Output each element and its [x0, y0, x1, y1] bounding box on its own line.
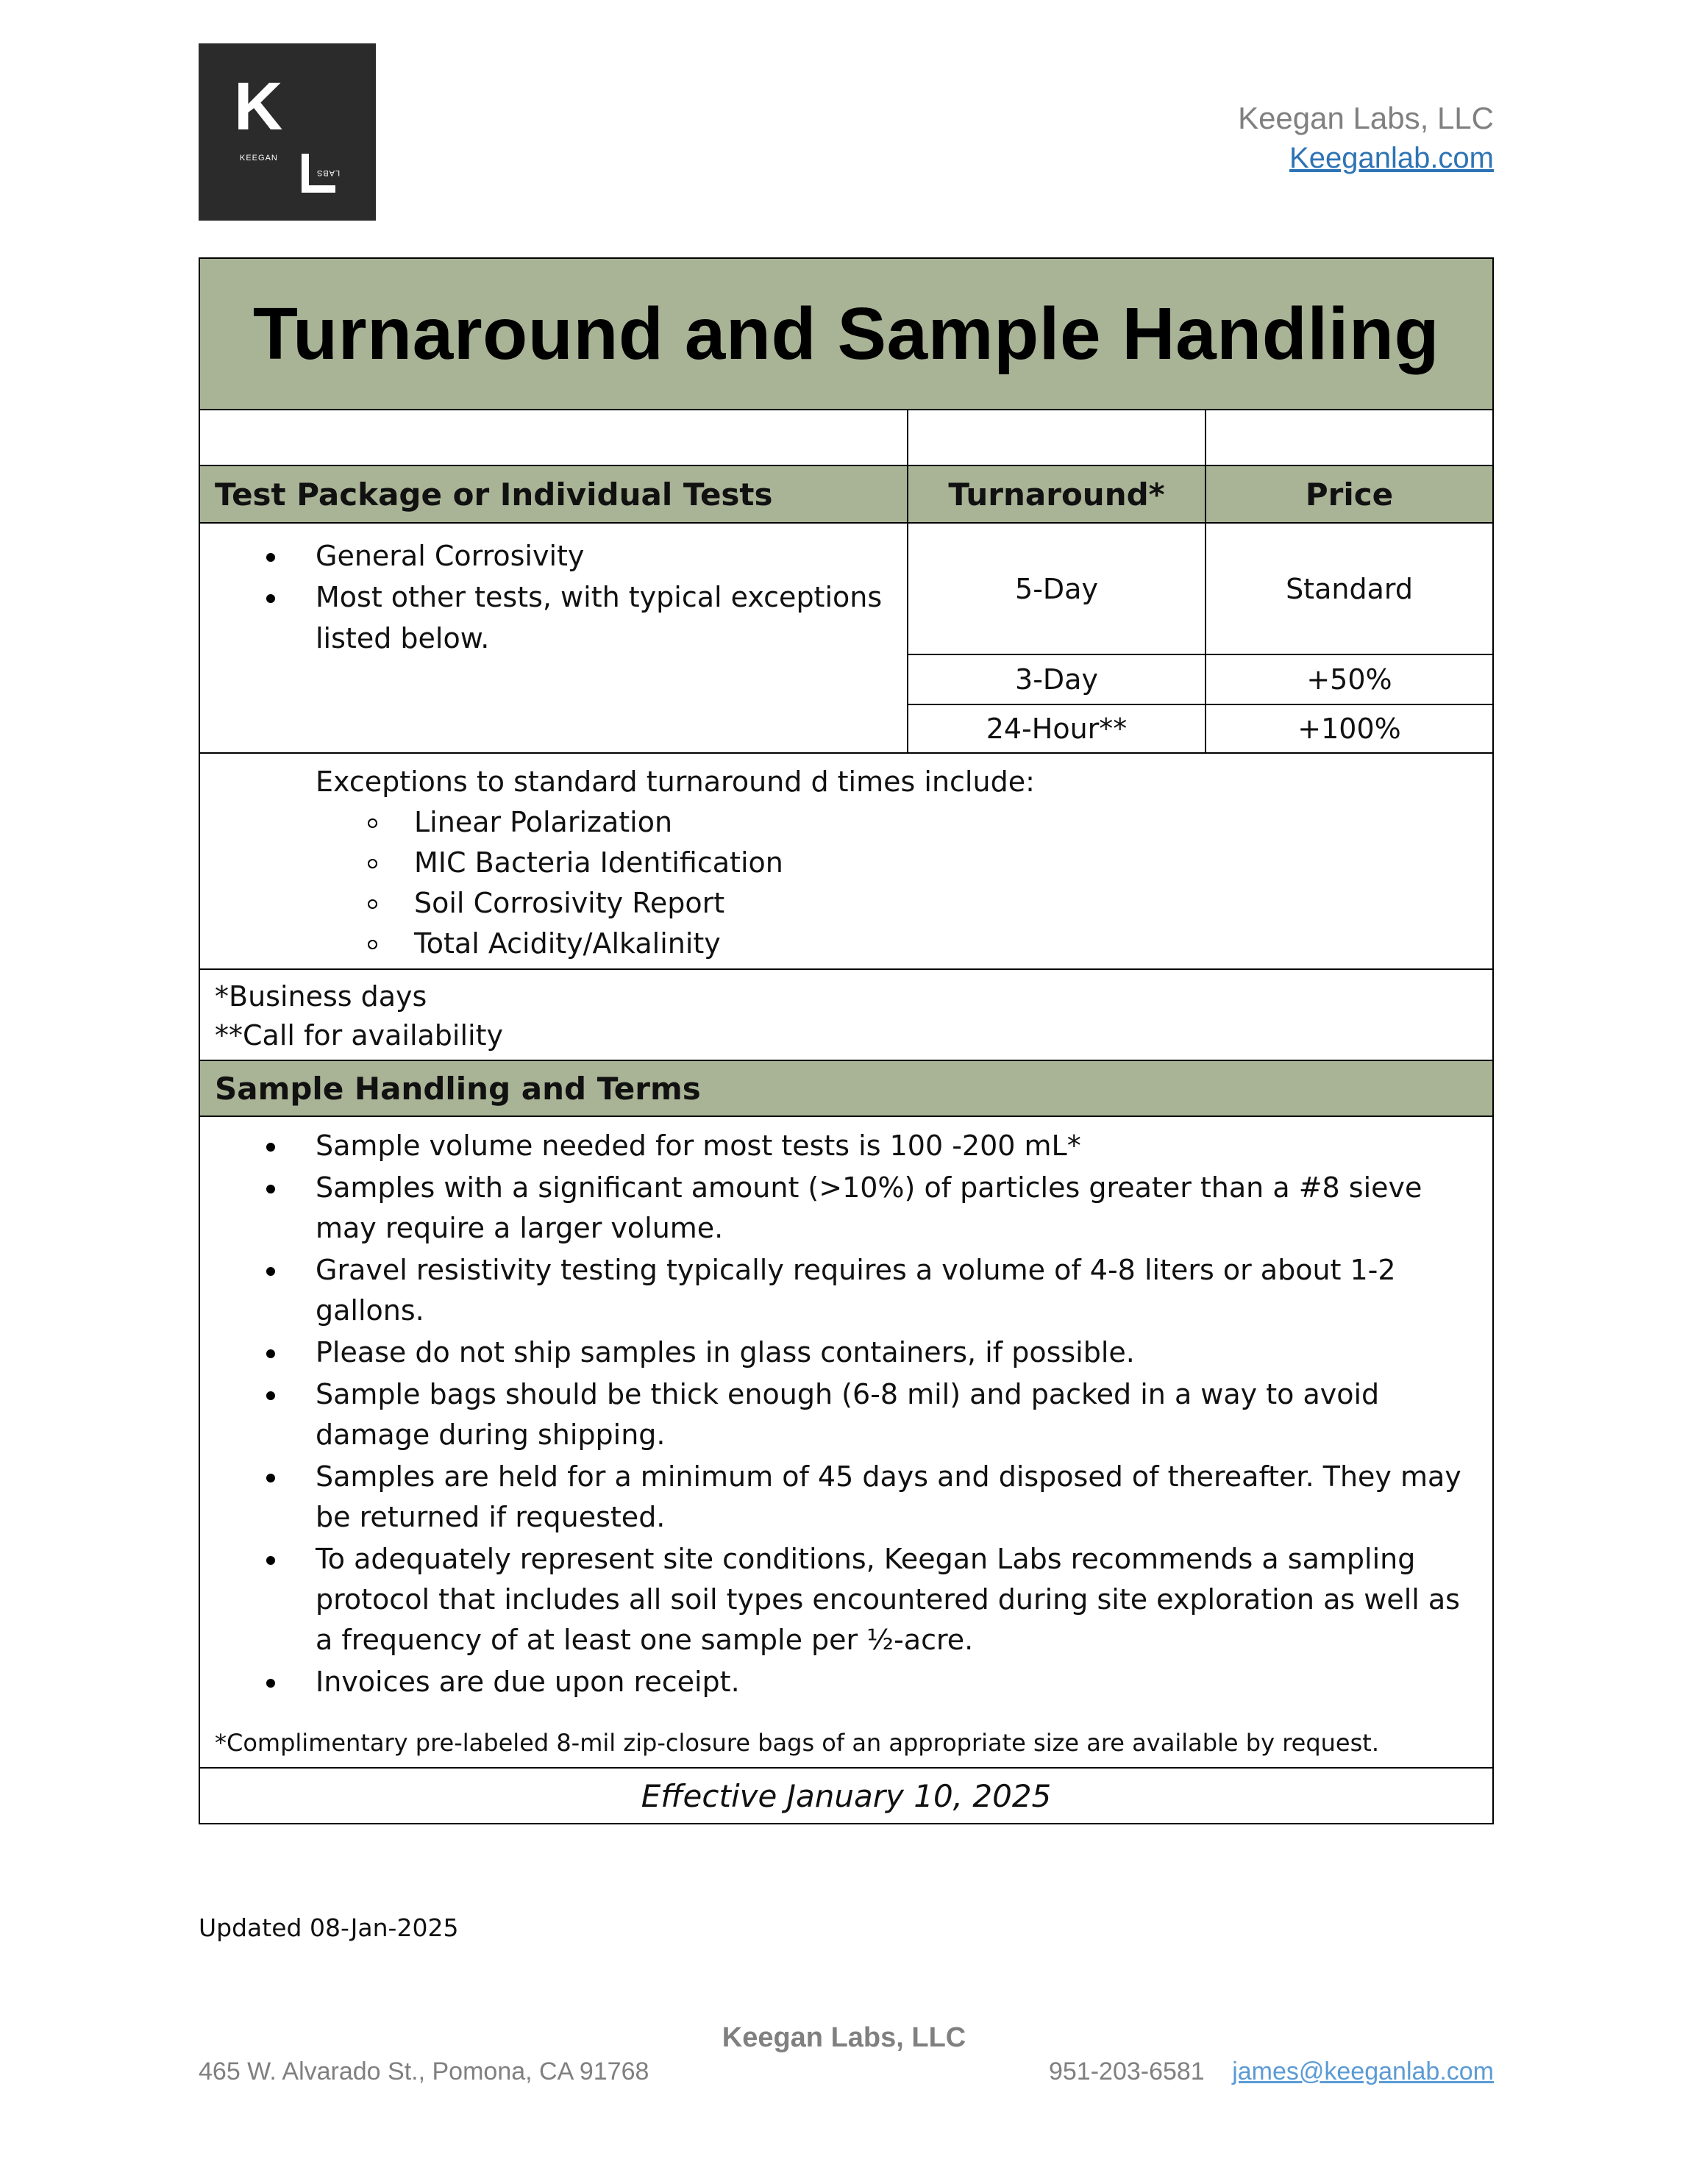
website-link[interactable]: Keeganlab.com [1289, 141, 1494, 174]
logo-letter: K [234, 69, 283, 144]
list-item: Total Acidity/Alkalinity [200, 924, 1492, 964]
list-item: General Corrosivity [200, 535, 907, 577]
page-title: Turnaround and Sample Handling [252, 292, 1440, 375]
note-availability: **Call for availability [215, 1019, 503, 1052]
title-row [200, 259, 1492, 409]
bullet-icon [266, 1143, 275, 1152]
handling-block [200, 1116, 1492, 1767]
bullet-icon [266, 1185, 275, 1193]
effective-date: Effective January 10, 2025 [200, 1767, 1492, 1823]
bullet-icon [266, 1267, 275, 1276]
turnaround-cell: 3-Day [907, 654, 1205, 704]
list-item: Please do not ship samples in glass containers, if possible. [200, 1332, 1478, 1373]
bullet-icon [266, 1474, 275, 1482]
list-item: To adequately represent site conditions, Keegan Labs recommends a sampling protocol that includes all soil types encountered during site exploration as well as a frequency of at least one sample per ½-acre. [200, 1539, 1478, 1660]
note-business-days: *Business days [215, 980, 427, 1013]
circle-bullet-icon [368, 940, 377, 949]
header-price: Price [1205, 466, 1492, 522]
bullet-icon [266, 1349, 275, 1358]
list-item: MIC Bacteria Identification [200, 843, 1492, 883]
bullet-icon [266, 1679, 275, 1688]
turnaround-cell: 5-Day [907, 524, 1205, 654]
bullet-icon [266, 1556, 275, 1565]
handling-header: Sample Handling and Terms [200, 1060, 1492, 1116]
turnaround-table [199, 257, 1494, 1824]
list-item: Gravel resistivity testing typically requires a volume of 4-8 liters or about 1-2 gallons. [200, 1250, 1478, 1331]
circle-bullet-icon [368, 899, 377, 909]
list-item: Sample volume needed for most tests is 100 -200 mL* [200, 1126, 1478, 1166]
footer-contact [1049, 2058, 1494, 2086]
rates-block [200, 522, 1492, 752]
handling-footnote: *Complimentary pre-labeled 8-mil zip-closure bags of an appropriate size are available by request. [215, 1729, 1379, 1757]
price-cell: +50% [1205, 654, 1492, 704]
bullet-icon [266, 594, 275, 603]
footer-company-name: Keegan Labs, LLC [722, 2022, 966, 2053]
empty-cell [200, 410, 907, 465]
price-cell: +100% [1205, 704, 1492, 752]
logo-foot [302, 185, 335, 193]
company-header [1238, 99, 1494, 176]
list-item: Samples are held for a minimum of 45 days and disposed of thereafter. They may be returned if requested. [200, 1457, 1478, 1538]
price-cell: Standard [1205, 524, 1492, 654]
circle-bullet-icon [368, 818, 377, 828]
list-item: Sample bags should be thick enough (6-8 mil) and packed in a way to avoid damage during shipping. [200, 1374, 1478, 1455]
package-cell [200, 524, 907, 752]
list-item: Linear Polarization [200, 802, 1492, 843]
list-item: Most other tests, with typical exceptions listed below. [200, 577, 907, 659]
list-item: Invoices are due upon receipt. [200, 1662, 1478, 1702]
footer-phone: 951-203-6581 [1048, 2058, 1205, 2085]
turnaround-cell: 24-Hour** [907, 704, 1205, 752]
header-turnaround: Turnaround* [907, 466, 1205, 522]
table-header-row [200, 465, 1492, 522]
company-logo [199, 43, 376, 221]
header-package: Test Package or Individual Tests [215, 476, 773, 513]
footer-address: 465 W. Alvarado St., Pomona, CA 91768 [199, 2058, 649, 2085]
empty-cell [1205, 410, 1492, 465]
logo-text-right: LABS [316, 168, 341, 177]
empty-cell [907, 410, 1205, 465]
footer-email-link[interactable]: james@keeganlab.com [1232, 2058, 1494, 2085]
company-name: Keegan Labs, LLC [1238, 101, 1494, 135]
logo-text-left: KEEGAN [240, 154, 278, 163]
bullet-icon [266, 1391, 275, 1400]
exceptions-intro: Exceptions to standard turnaround d times include: [316, 766, 1035, 798]
list-item: Soil Corrosivity Report [200, 883, 1492, 924]
bullet-icon [266, 553, 275, 562]
list-item: Samples with a significant amount (>10%) of particles greater than a #8 sieve may require a larger volume. [200, 1168, 1478, 1249]
notes-block [200, 968, 1492, 1060]
updated-date: Updated 08-Jan-2025 [199, 1913, 459, 1942]
exceptions-block [200, 752, 1492, 968]
circle-bullet-icon [368, 859, 377, 868]
empty-row [200, 409, 1492, 465]
